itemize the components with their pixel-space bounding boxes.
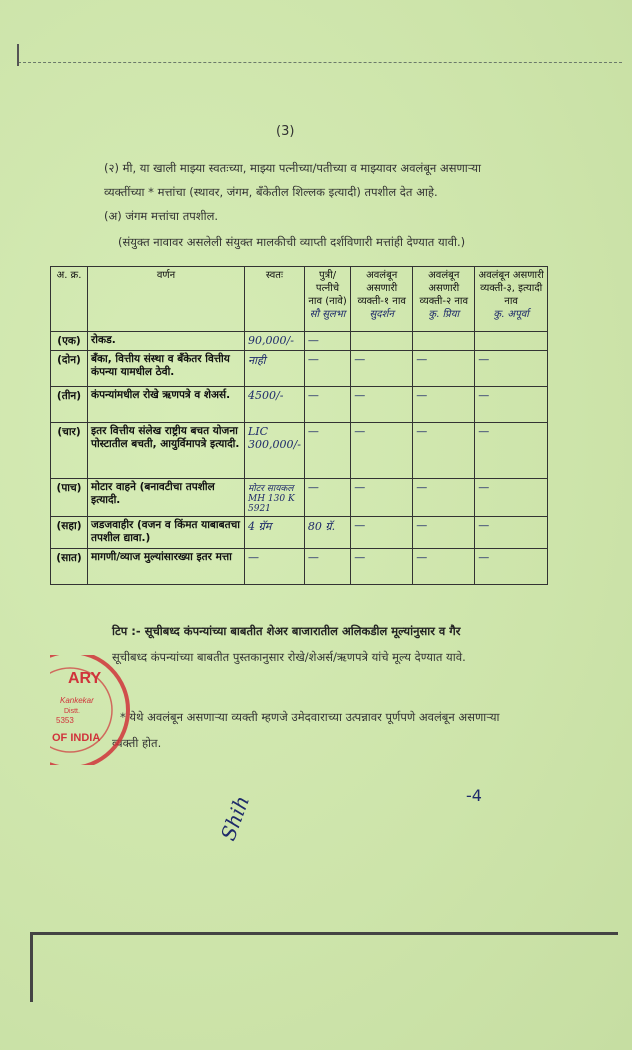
header-dependent-2 (413, 267, 475, 332)
row-serial: (पाच) (51, 479, 88, 517)
intro-line-4: (संयुक्त नावावर असलेली संयुक्त मालकीची व्याप्ती दर्शविणारी मत्तांही देण्यात यावी.) (118, 235, 466, 249)
row-description: मोटार वाहने (बनावटीचा तपशील इत्यादी. (88, 479, 245, 517)
page-number: (3) (276, 124, 295, 139)
header-self: स्वतः (245, 267, 305, 332)
table-row (51, 517, 548, 549)
row-dependent-2-value: — (413, 387, 475, 423)
row-spouse-value: — (304, 351, 350, 387)
row-dependent-1-value: — (351, 387, 413, 423)
header-dependent-3-label: अवलंबून असणारी व्यक्ती-३, इत्यादी नाव (478, 270, 544, 307)
stamp-text-name: Kankekar (60, 696, 94, 705)
row-dependent-1-value: — (351, 423, 413, 479)
row-dependent-1-value: — (351, 517, 413, 549)
library-stamp (50, 655, 140, 765)
row-serial: (एक) (51, 332, 88, 351)
row-spouse-value: — (304, 387, 350, 423)
stamp-text-top: ARY (68, 670, 102, 687)
row-description: इतर वित्तीय संलेख राष्ट्रीय बचत योजना पोस्टातील बचती, आयुर्विमापत्रे इत्यादी. (88, 423, 245, 479)
row-description: बँका, वित्तीय संस्था व बँकेतर वित्तीय कंपन्या यामधील ठेवी. (88, 351, 245, 387)
corner-mark (17, 44, 19, 66)
header-dependent-2-label: अवलंबून असणारी व्यक्ती-२ नाव (419, 270, 469, 307)
row-self-value: 4 ग्रॅम (245, 517, 305, 549)
row-serial: (चार) (51, 423, 88, 479)
row-spouse-value: — (304, 549, 350, 585)
spouse-name-handwritten: सौ सुलभा (309, 309, 346, 320)
footnote-line-2: व्यक्ती होत. (112, 736, 162, 750)
header-serial: अ. क्र. (51, 267, 88, 332)
row-dependent-1-value: — (351, 351, 413, 387)
header-spouse-label: पुत्री/पत्नीचे नाव (नावे) (308, 270, 347, 307)
row-dependent-3-value: — (475, 517, 548, 549)
row-dependent-2-value: — (413, 423, 475, 479)
page-continuation-mark: -4 (466, 786, 482, 805)
row-self-value: 4500/- (245, 387, 305, 423)
row-self-value: नाही (245, 351, 305, 387)
header-description: वर्णन (88, 267, 245, 332)
row-dependent-1-value (351, 332, 413, 351)
footnote-line-1: * येथे अवलंबून असणाऱ्या व्यक्ती म्हणजे उमेदवाराच्या उत्पन्नावर पूर्णपणे अवलंबून असणाऱ्या (120, 710, 500, 724)
table-header-row (51, 267, 548, 332)
row-serial: (दोन) (51, 351, 88, 387)
dependent-3-name-handwritten: कु. अपूर्वा (493, 309, 529, 320)
note-line-2: सूचीबध्द कंपन्यांच्या बाबतीत पुस्तकानुसार रोखे/शेअर्स/ऋणपत्रे यांचे मूल्य देण्यात यावे. (112, 650, 466, 664)
header-dependent-1 (351, 267, 413, 332)
row-self-value: 90,000/- (245, 332, 305, 351)
row-dependent-1-value: — (351, 549, 413, 585)
row-dependent-1-value: — (351, 479, 413, 517)
row-description: जडजवाहीर (वजन व किंमत याबाबतचा तपशील द्यावा.) (88, 517, 245, 549)
stamp-text-bottom: OF INDIA (52, 732, 101, 744)
row-dependent-2-value: — (413, 517, 475, 549)
intro-line-2: व्यक्तींच्या * मत्तांचा (स्थावर, जंगम, बँकेतील शिल्लक इत्यादी) तपशील देत आहे. (104, 185, 438, 199)
row-spouse-value: — (304, 423, 350, 479)
row-dependent-3-value: — (475, 479, 548, 517)
row-serial: (सात) (51, 549, 88, 585)
row-self-value: LIC 300,000/- (245, 423, 305, 479)
intro-line-3: (अ) जंगम मत्तांचा तपशील. (104, 209, 219, 223)
stamp-text-district: Distt. (64, 708, 80, 715)
movable-assets-table (50, 266, 548, 585)
row-serial: (सहा) (51, 517, 88, 549)
row-spouse-value: — (304, 479, 350, 517)
note-line-1 (112, 624, 460, 639)
row-self-value: — (245, 549, 305, 585)
header-dependent-1-label: अवलंबून असणारी व्यक्ती-१ नाव (357, 270, 406, 307)
row-dependent-2-value: — (413, 479, 475, 517)
row-description: कंपन्यांमधील रोखे ऋणपत्रे व शेअर्स. (88, 387, 245, 423)
dependent-2-name-handwritten: कु. प्रिया (428, 309, 460, 320)
row-description: मागणी/व्याज मुल्यांसारख्या इतर मत्ता (88, 549, 245, 585)
table-row (51, 549, 548, 585)
table-row (51, 332, 548, 351)
table-row (51, 423, 548, 479)
header-dependent-3 (475, 267, 548, 332)
note-label: टिप :- (112, 624, 141, 638)
bottom-border (32, 932, 618, 935)
note-text-1: सूचीबध्द कंपन्यांच्या बाबतीत शेअर बाजारातील अलिकडील मूल्यांनुसार व गैर (144, 624, 461, 638)
top-dashed-rule (18, 62, 622, 63)
row-dependent-3-value: — (475, 387, 548, 423)
row-description: रोकड. (88, 332, 245, 351)
table-row (51, 351, 548, 387)
stamp-text-code: 5353 (56, 716, 74, 725)
row-dependent-2-value: — (413, 351, 475, 387)
row-dependent-3-value (475, 332, 548, 351)
row-spouse-value: — (304, 332, 350, 351)
header-spouse (304, 267, 350, 332)
row-self-value: मोटर सायकल MH 130 K 5921 (245, 479, 305, 517)
table-row (51, 387, 548, 423)
signature: Shih (215, 792, 255, 844)
row-dependent-3-value: — (475, 351, 548, 387)
row-serial: (तीन) (51, 387, 88, 423)
row-dependent-2-value (413, 332, 475, 351)
row-dependent-3-value: — (475, 423, 548, 479)
intro-line-1: (२) मी, या खाली माझ्या स्वतःच्या, माझ्या पत्नीच्या/पतीच्या व माझ्यावर अवलंबून असणाऱ्या (104, 161, 481, 175)
dependent-1-name-handwritten: सुदर्शन (369, 309, 394, 320)
row-dependent-2-value: — (413, 549, 475, 585)
bottom-left-border (30, 932, 33, 1002)
row-dependent-3-value: — (475, 549, 548, 585)
row-spouse-value: 80 ग्रॅ. (304, 517, 350, 549)
table-row (51, 479, 548, 517)
